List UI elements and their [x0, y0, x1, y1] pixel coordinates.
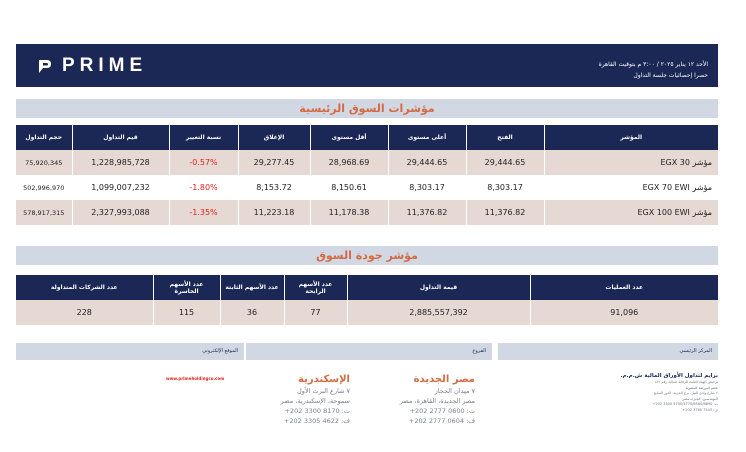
cell-low: 11,178.38 — [310, 200, 388, 225]
report-date: الأحد ١٢ يناير ٢٠٢٥ / ٣:٠٠ م بتوقيت القاهرة — [598, 61, 708, 68]
cell-index-name: مؤشر EGX 100 EWI — [544, 200, 718, 225]
branch-address-1: ٧ شارع البرت الأول — [297, 387, 350, 395]
branch-tel: ت: 8170 3300 202+ — [284, 407, 350, 415]
col-change: نسبة التغيير — [169, 125, 238, 150]
hq-line: عضو البورصة المصرية — [685, 385, 718, 390]
col-transactions: عدد العمليات — [530, 275, 718, 300]
cell-high: 11,376.82 — [388, 200, 466, 225]
col-close: الإغلاق — [238, 125, 310, 150]
cell-open: 11,376.82 — [466, 200, 544, 225]
table-row — [16, 175, 718, 200]
branches-label: الفروع — [472, 348, 486, 354]
quality-header-row — [16, 275, 718, 300]
hq-label: المركز الرئيسي — [679, 348, 712, 354]
prime-logo-icon — [36, 57, 54, 75]
hq-line: ترخيص الهيئة العامة للرقابة المالية رقم ١٨٦ — [654, 380, 718, 384]
indices-table — [16, 125, 718, 225]
col-open: الفتح — [466, 125, 544, 150]
col-high: أعلى مستوى — [388, 125, 466, 150]
col-losers: عدد الأسهم الخاسرة — [153, 275, 220, 300]
cell-high: 8,303.17 — [388, 175, 466, 200]
indices-section-title: مؤشرات السوق الرئيسية — [16, 99, 718, 118]
cell-change: -1.80% — [169, 175, 238, 200]
website-link[interactable]: www.primeholdingco.com — [166, 376, 225, 381]
table-row — [16, 150, 718, 175]
hq-fax: ف: 7543 3760 202+ — [682, 407, 718, 412]
cell-close: 11,223.18 — [238, 200, 310, 225]
company-name: برايم لتداول الأوراق المالية ش.م.م. — [620, 373, 718, 379]
cell-losers: 115 — [153, 300, 220, 325]
cell-close: 29,277.45 — [238, 150, 310, 175]
branches-header — [246, 343, 492, 360]
col-traded-companies: عدد الشركات المتداولة — [16, 275, 153, 300]
col-volume: حجم التداول — [16, 125, 72, 150]
cell-value: 2,327,993,088 — [72, 200, 169, 225]
indices-header-row — [16, 125, 718, 150]
cell-volume: 578,917,315 — [16, 200, 72, 225]
branch-alexandria — [281, 373, 350, 426]
hq-header — [498, 343, 718, 360]
col-trade-value: قيمة التداول — [347, 275, 530, 300]
table-row — [16, 200, 718, 225]
branch-heliopolis — [400, 373, 475, 426]
col-unchanged: عدد الأسهم الثابتة — [220, 275, 284, 300]
branch-address-1: ٧ ميدان الحجاز — [434, 387, 475, 395]
branch-fax: ف: 4622 3305 202+ — [283, 417, 350, 425]
quality-section-title: مؤشر جودة السوق — [16, 246, 718, 265]
quality-table — [16, 275, 718, 325]
cell-index-name: مؤشر EGX 30 — [544, 150, 718, 175]
hq-line: المهندسين، الجيزة، مصر — [682, 396, 718, 401]
logo-text: PRIME — [62, 55, 148, 76]
cell-high: 29,444.65 — [388, 150, 466, 175]
cell-low: 8,150.61 — [310, 175, 388, 200]
table-row — [16, 300, 718, 325]
branch-city: الإسكندرية — [298, 374, 350, 385]
cell-gainers: 77 — [284, 300, 347, 325]
cell-open: 29,444.65 — [466, 150, 544, 175]
col-index: المؤشر — [544, 125, 718, 150]
cell-value: 1,099,007,232 — [72, 175, 169, 200]
hq-tel: ت: 5700/5770/8560/8890 3300 202+ — [652, 402, 718, 406]
report-subtitle: حصرا إحصائيات جلسة التداول — [633, 72, 708, 79]
cell-volume: 502,996,970 — [16, 175, 72, 200]
hq-line: ٢ شارع وادي النيل، برج الحرية، الدور السابع — [653, 391, 718, 395]
website-label: الموقع الإلكتروني — [202, 348, 238, 354]
cell-low: 28,968.69 — [310, 150, 388, 175]
col-value: قيم التداول — [72, 125, 169, 150]
cell-index-name: مؤشر EGX 70 EWI — [544, 175, 718, 200]
cell-transactions: 91,096 — [530, 300, 718, 325]
cell-close: 8,153.72 — [238, 175, 310, 200]
branch-address-2: سموحة، الإسكندرية، مصر — [280, 397, 350, 405]
head-office — [613, 372, 718, 413]
cell-value: 1,228,985,728 — [72, 150, 169, 175]
cell-open: 8,303.17 — [466, 175, 544, 200]
branch-city: مصر الجديدة — [413, 374, 475, 385]
website-header — [16, 343, 244, 360]
header-bar — [16, 44, 718, 87]
cell-traded-companies: 228 — [16, 300, 153, 325]
cell-change: -1.35% — [169, 200, 238, 225]
cell-trade-value: 2,885,557,392 — [347, 300, 530, 325]
branch-address-2: مصر الجديدة، القاهرة، مصر — [399, 397, 475, 405]
col-low: أقل مستوى — [310, 125, 388, 150]
cell-unchanged: 36 — [220, 300, 284, 325]
col-gainers: عدد الأسهم الرابحة — [284, 275, 347, 300]
cell-volume: 75,920,345 — [16, 150, 72, 175]
branch-fax: ف: 0604 2777 202+ — [408, 417, 475, 425]
cell-change: -0.57% — [169, 150, 238, 175]
branch-tel: ت: 0600 2777 202+ — [409, 407, 475, 415]
prime-logo — [36, 55, 147, 77]
